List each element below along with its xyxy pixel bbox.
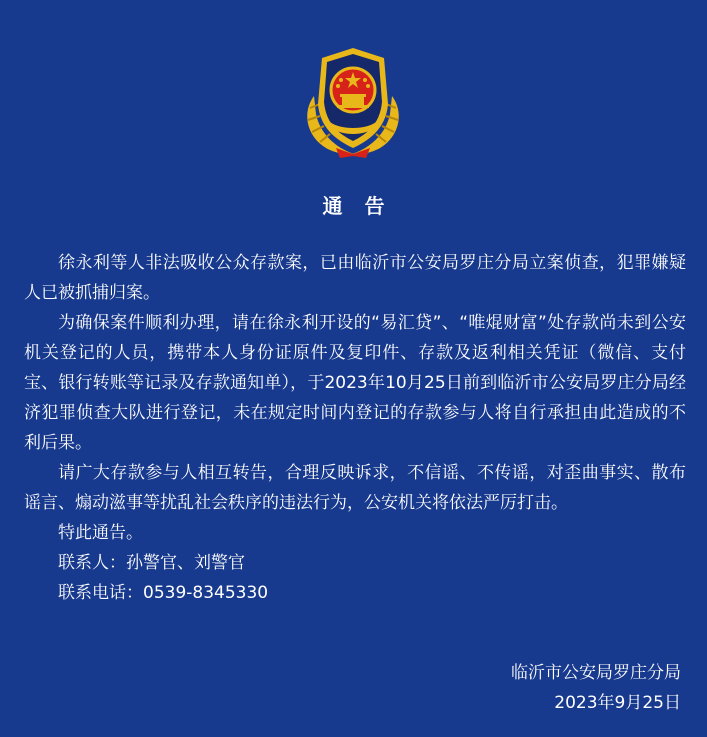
paragraph-case: 徐永利等人非法吸收公众存款案，已由临沂市公安局罗庄分局立案侦查，犯罪嫌疑人已被抓捕归案。 [24, 253, 686, 303]
notice-body [24, 248, 686, 608]
signature-block [511, 658, 681, 718]
paragraph-closing: 特此通告。 [58, 523, 143, 543]
paragraph-registration: 为确保案件顺利办理，请在徐永利开设的“易汇贷”、“唯焜财富”处存款尚未到公安机关登记的人员，携带本人身份证原件及复印件、存款及返利相关凭证（微信、支付宝、银行转账等记录及存款通知单），于2023年10月25日前到临沂市公安局罗庄分局经济犯罪侦查大队进行登记，未在规定时间内登记的存款参与人将自行承担由此造成的不利后果。 [24, 313, 686, 453]
paragraph-warning: 请广大存款参与人相互转告，合理反映诉求，不信谣、不传谣，对歪曲事实、散布谣言、煽动滋事等扰乱社会秩序的违法行为，公安机关将依法严厉打击。 [24, 463, 686, 513]
notice-title: 通告 [322, 194, 407, 218]
contact-persons: 联系人：孙警官、刘警官 [58, 553, 245, 573]
issuing-organization: 临沂市公安局罗庄分局 [511, 663, 681, 683]
issue-date: 2023年9月25日 [554, 693, 681, 713]
contact-phone: 联系电话：0539-8345330 [58, 583, 269, 603]
police-emblem-icon [296, 44, 410, 162]
